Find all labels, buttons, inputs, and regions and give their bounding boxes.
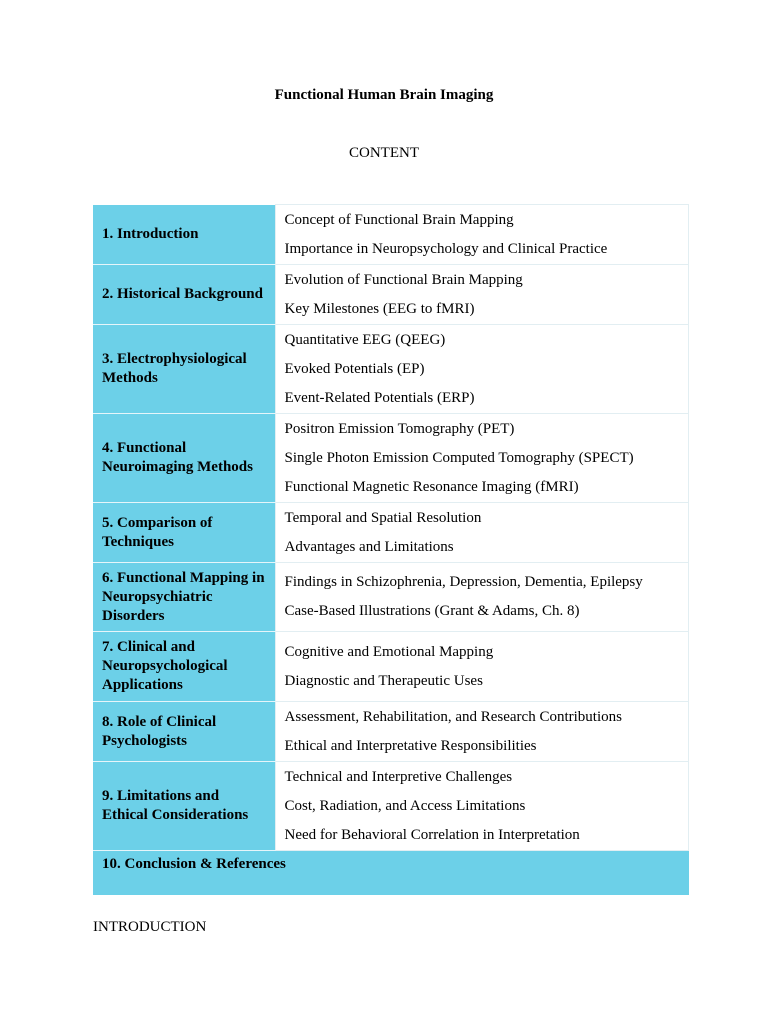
toc-topic-item: Concept of Functional Brain Mapping — [284, 211, 514, 228]
toc-section-title: 7. Clinical and Neuropsychological Applications — [93, 632, 275, 702]
toc-topic-item: Functional Magnetic Resonance Imaging (fMRI) — [284, 478, 579, 495]
toc-topic-item: Evolution of Functional Brain Mapping — [284, 271, 523, 288]
toc-row — [93, 503, 689, 563]
toc-topic-item: Diagnostic and Therapeutic Uses — [284, 672, 483, 689]
toc-row — [93, 205, 689, 265]
toc-topic-item: Importance in Neuropsychology and Clinical Practice — [284, 240, 608, 257]
toc-section-title: 10. Conclusion & References — [93, 851, 689, 896]
toc-row — [93, 563, 689, 632]
document-title: Functional Human Brain Imaging — [274, 87, 494, 103]
toc-topic-item: Quantitative EEG (QEEG) — [284, 331, 446, 348]
toc-section-title: 2. Historical Background — [93, 265, 275, 325]
toc-row — [93, 265, 689, 325]
toc-section-title: 3. Electrophysiological Methods — [93, 325, 275, 414]
toc-topics — [275, 563, 689, 632]
introduction-heading: INTRODUCTION — [93, 919, 207, 935]
toc-topics — [275, 325, 689, 414]
toc-section-title: 1. Introduction — [93, 205, 275, 265]
toc-section-title: 4. Functional Neuroimaging Methods — [93, 414, 275, 503]
toc-topic-item: Key Milestones (EEG to fMRI) — [284, 300, 475, 317]
toc-section-title: 9. Limitations and Ethical Considerations — [93, 762, 275, 851]
toc-topic-item: Positron Emission Tomography (PET) — [284, 420, 515, 437]
toc-topic-item: Ethical and Interpretative Responsibilities — [284, 737, 537, 754]
toc-topic-item: Findings in Schizophrenia, Depression, Dementia, Epilepsy — [284, 574, 643, 590]
toc-topic-item: Technical and Interpretive Challenges — [284, 768, 513, 785]
toc-topic-item: Cost, Radiation, and Access Limitations — [284, 797, 526, 814]
toc-topic-item: Single Photon Emission Computed Tomography (SPECT) — [284, 449, 634, 466]
toc-topics — [275, 632, 689, 702]
toc-topic-item: Cognitive and Emotional Mapping — [284, 643, 494, 660]
toc-topics — [275, 265, 689, 325]
toc-topic-item: Evoked Potentials (EP) — [284, 360, 425, 377]
toc-section-title: 8. Role of Clinical Psychologists — [93, 702, 275, 762]
toc-topic-item: Case-Based Illustrations (Grant & Adams, Ch. 8) — [284, 603, 580, 619]
toc-topic-item: Need for Behavioral Correlation in Interpretation — [284, 826, 580, 843]
toc-topic-item: Assessment, Rehabilitation, and Research Contributions — [284, 708, 622, 725]
toc-topics — [275, 702, 689, 762]
toc-row — [93, 414, 689, 503]
content-heading: CONTENT — [349, 145, 419, 161]
toc-topic-item: Temporal and Spatial Resolution — [284, 509, 482, 526]
toc-row — [93, 325, 689, 414]
toc-row — [93, 702, 689, 762]
toc-row — [93, 632, 689, 702]
toc-topics — [275, 762, 689, 851]
toc-topics — [275, 503, 689, 563]
table-of-contents — [93, 204, 689, 895]
toc-row — [93, 762, 689, 851]
toc-section-title: 6. Functional Mapping in Neuropsychiatric Disorders — [93, 563, 275, 632]
toc-topics — [275, 414, 689, 503]
toc-section-title: 5. Comparison of Techniques — [93, 503, 275, 563]
toc-topic-item: Advantages and Limitations — [284, 538, 454, 555]
toc-row-conclusion — [93, 851, 689, 896]
toc-topics — [275, 205, 689, 265]
toc-topic-item: Event-Related Potentials (ERP) — [284, 389, 475, 406]
